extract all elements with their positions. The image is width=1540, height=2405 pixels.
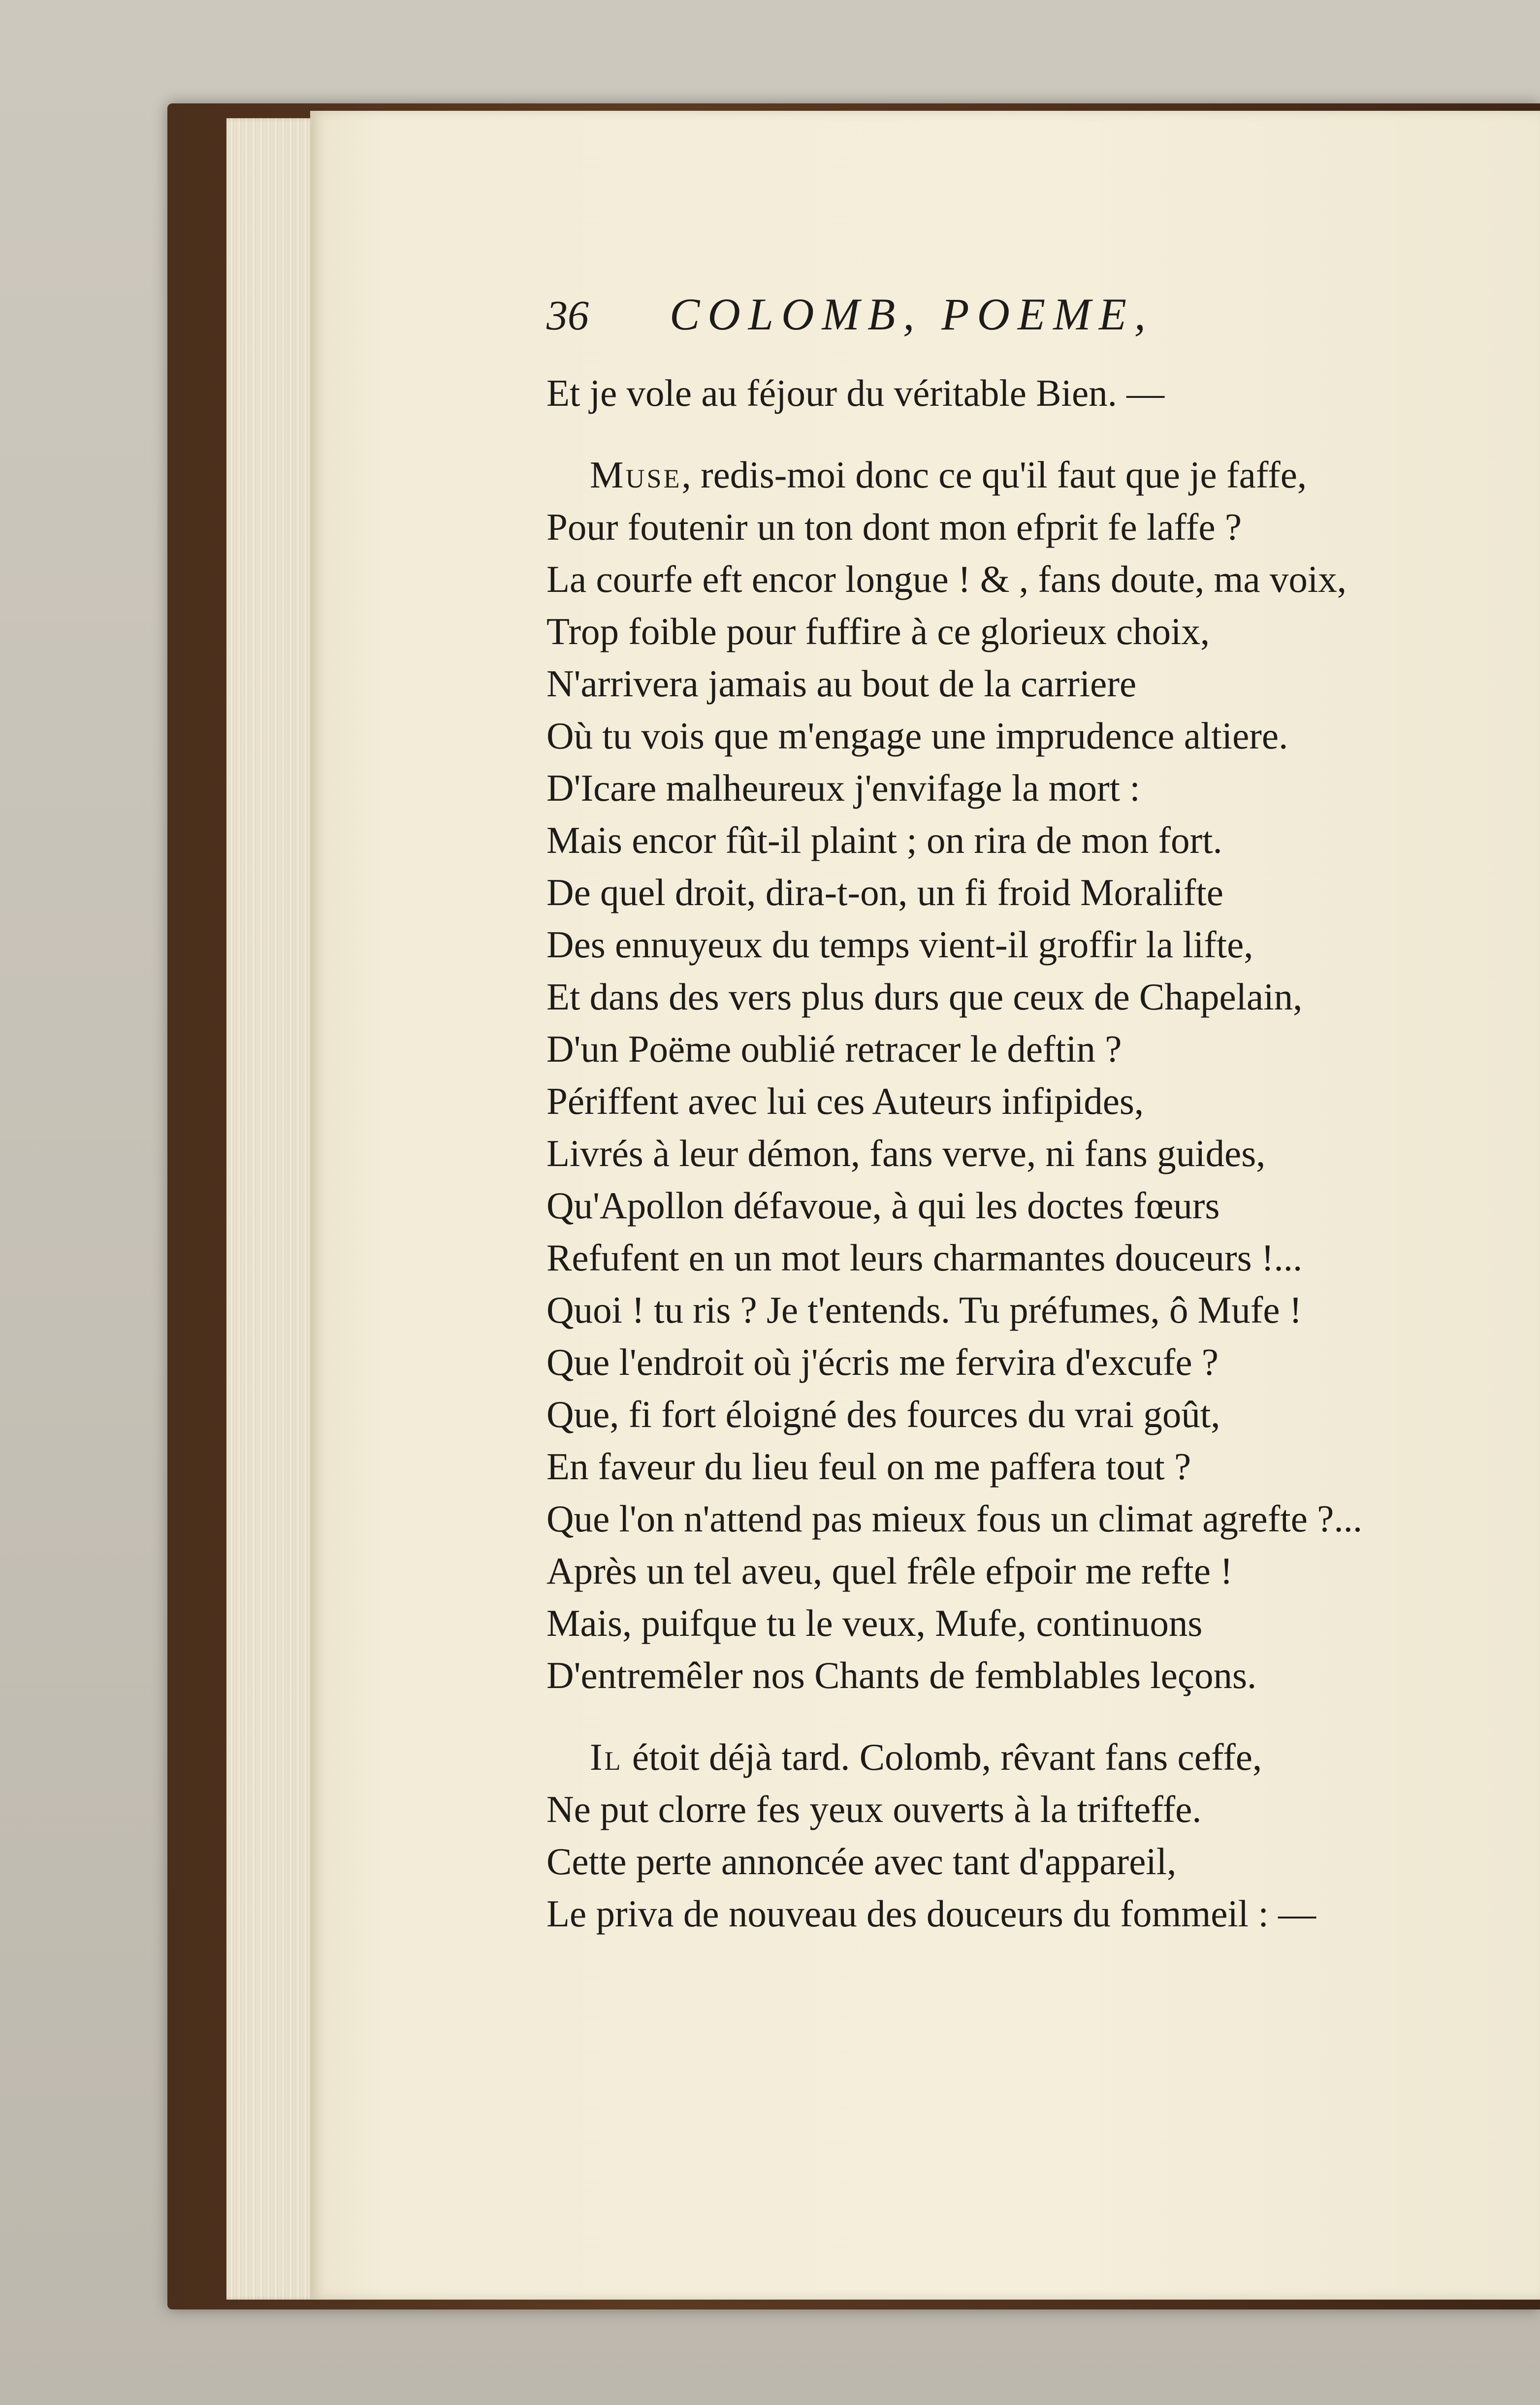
verse-line: De quel droit, dira-t-on, un fi froid Moralifte bbox=[546, 871, 1223, 913]
verse-line: Et je vole au féjour du véritable Bien. — bbox=[546, 372, 1165, 414]
verse-line: Ne put clorre fes yeux ouverts à la trifteffe. bbox=[546, 1788, 1202, 1830]
first-line-rest: étoit déjà tard. Colomb, rêvant fans ceffe, bbox=[622, 1736, 1262, 1778]
verse-line: Et dans des vers plus durs que ceux de Chapelain, bbox=[546, 975, 1303, 1018]
lead-word: Muse bbox=[590, 454, 682, 496]
verse-line: En faveur du lieu feul on me paffera tout ? bbox=[546, 1445, 1191, 1488]
verse-line: Périffent avec lui ces Auteurs infipides, bbox=[546, 1080, 1144, 1122]
verse-line: D'un Poëme oublié retracer le deftin ? bbox=[546, 1028, 1122, 1070]
verse-line: La courfe eft encor longue ! & , fans doute, ma voix, bbox=[546, 558, 1347, 600]
page-number: 36 bbox=[546, 292, 589, 339]
verse-line: N'arrivera jamais au bout de la carriere bbox=[546, 662, 1137, 705]
verse-line: Pour foutenir un ton dont mon efprit fe laffe ? bbox=[546, 506, 1242, 548]
verse-line: Des ennuyeux du temps vient-il groffir la lifte, bbox=[546, 923, 1253, 966]
stanza-break bbox=[546, 419, 1482, 449]
stanza-break bbox=[546, 1701, 1482, 1731]
verse-line: Que, fi fort éloigné des fources du vrai goût, bbox=[546, 1393, 1220, 1435]
verse-line: D'Icare malheureux j'envifage la mort : bbox=[546, 767, 1140, 809]
verse-line: Où tu vois que m'engage une imprudence altiere. bbox=[546, 715, 1288, 757]
verse-line: Que l'on n'attend pas mieux fous un climat agrefte ?... bbox=[546, 1497, 1363, 1540]
first-line-rest: , redis-moi donc ce qu'il faut que je faffe, bbox=[681, 454, 1307, 496]
verse-line: Après un tel aveu, quel frêle efpoir me refte ! bbox=[546, 1550, 1233, 1592]
page-edges bbox=[226, 118, 320, 2300]
verse-line: Livrés à leur démon, fans verve, ni fans guides, bbox=[546, 1132, 1266, 1174]
verse-line: Que l'endroit où j'écris me fervira d'excufe ? bbox=[546, 1341, 1219, 1383]
verse-line: Refufent en un mot leurs charmantes douceurs !... bbox=[546, 1236, 1303, 1279]
verse-line: Mais encor fût-il plaint ; on rira de mon fort. bbox=[546, 819, 1222, 861]
verse-line-first bbox=[546, 1731, 1482, 1783]
verse-line: Trop foible pour fuffire à ce glorieux choix, bbox=[546, 610, 1210, 652]
verse-line: Cette perte annoncée avec tant d'appareil, bbox=[546, 1840, 1177, 1883]
verse-line: Quoi ! tu ris ? Je t'entends. Tu préfumes, ô Mufe ! bbox=[546, 1289, 1302, 1331]
verse-line: Le priva de nouveau des douceurs du fommeil : — bbox=[546, 1892, 1316, 1935]
verse-line: Qu'Apollon défavoue, à qui les doctes fœurs bbox=[546, 1184, 1220, 1227]
running-title: COLOMB, POEME, bbox=[670, 289, 1154, 339]
page-header bbox=[546, 288, 1482, 367]
verse-line-first bbox=[546, 449, 1482, 501]
verse-line: D'entremêler nos Chants de femblables leçons. bbox=[546, 1654, 1257, 1696]
lead-word: Il bbox=[590, 1736, 623, 1778]
page-text bbox=[546, 288, 1482, 1940]
verse-line: Mais, puifque tu le veux, Mufe, continuons bbox=[546, 1602, 1203, 1644]
stanza-lines bbox=[546, 501, 1482, 1701]
